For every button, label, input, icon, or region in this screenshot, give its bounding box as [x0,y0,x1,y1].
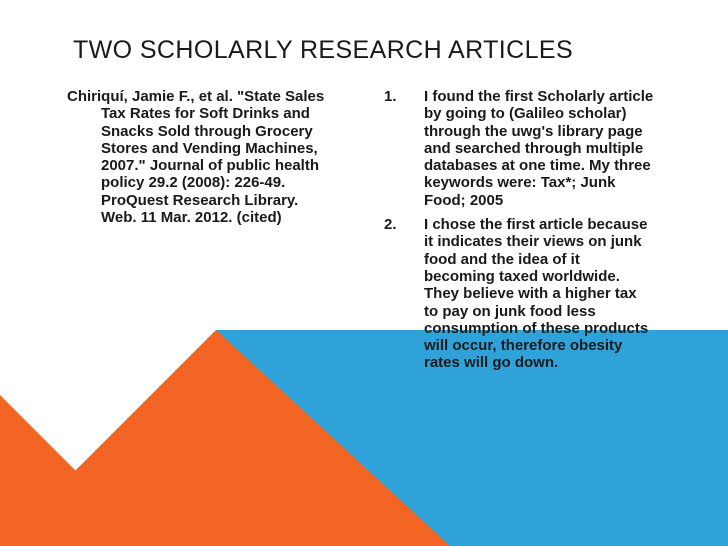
list-item [384,88,654,209]
citation-text: Chiriquí, Jamie F., et al. "State Sales Tax Rates for Soft Drinks and Snacks Sold through Grocery Stores and Vending Machines, 2007." Journal of public health policy 29.2 (2008): 226-49. ProQuest Research Library. Web. 11 Mar. 2012. (cited) [67,88,325,227]
slide-title: TWO SCHOLARLY RESEARCH ARTICLES [73,36,574,64]
numbered-list [384,88,654,372]
citation-column [67,88,337,226]
list-item-text: I found the first Scholarly article by going to (Galileo scholar) through the uwg's library page and searched through multiple databases at one time. My three keywords were: Tax*; Junk Food; 2005 [424,88,654,209]
list-item-number: 1. [384,88,397,105]
numbered-list-column [384,88,654,372]
list-item-number: 2. [384,216,397,234]
list-item-text: I chose the first article because it indicates their views on junk food and the idea of it becoming taxed worldwide. They believe with a higher tax to pay on junk food less consumption of these products will occur, therefore obesity rates will go down. [424,216,649,372]
list-item [384,216,654,372]
